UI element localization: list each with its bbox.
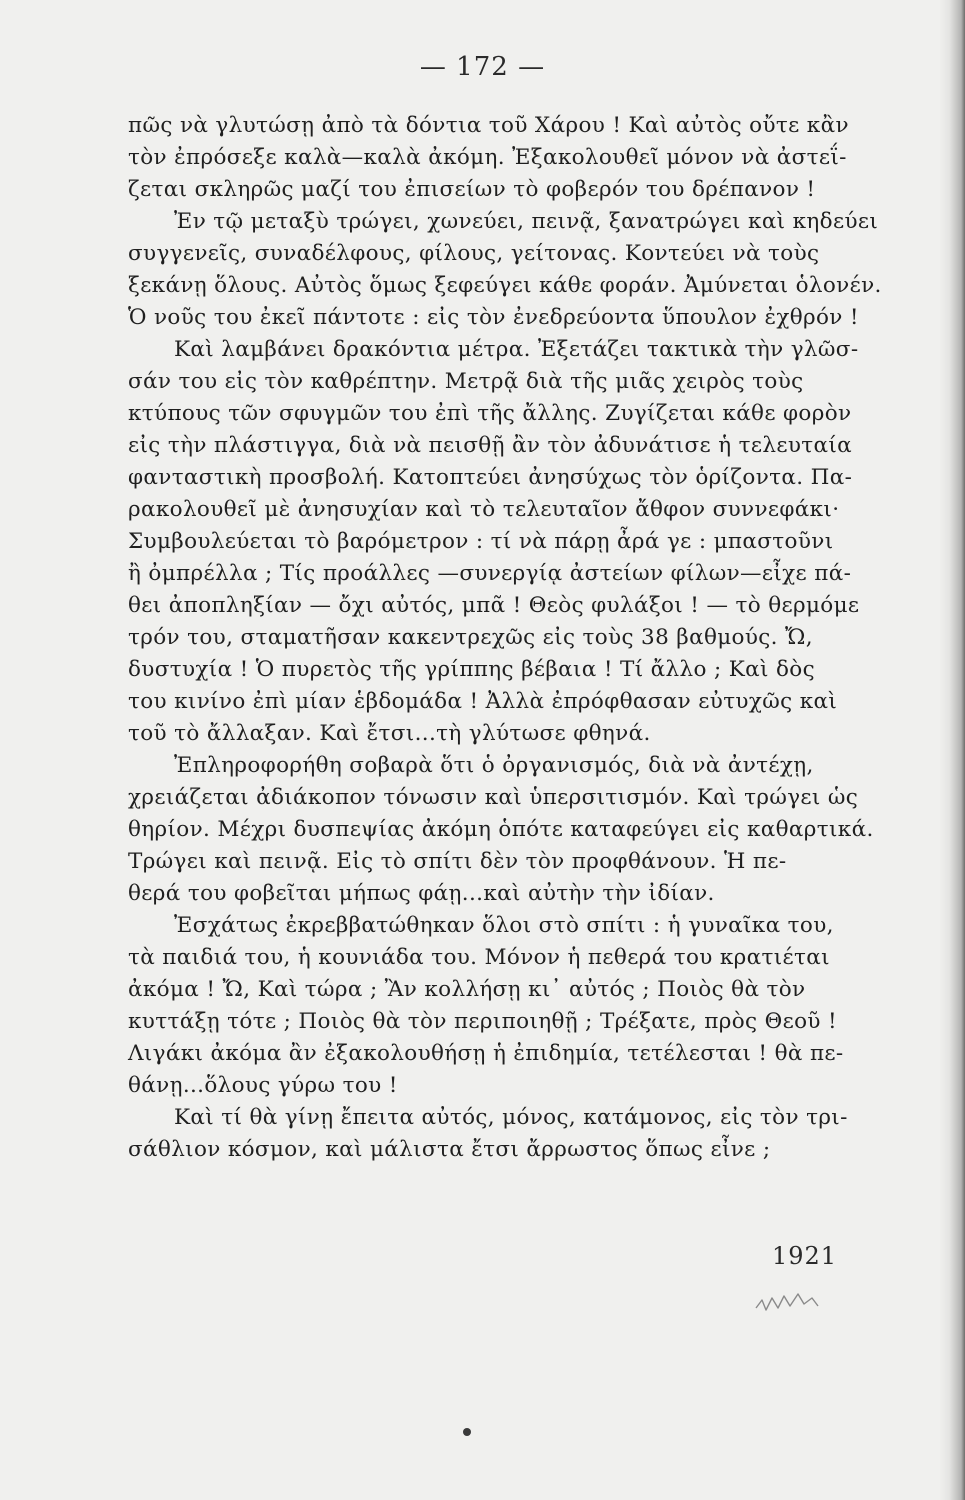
text-line: δυστυχία ! Ὁ πυρετὸς τῆς γρίππης βέβαια ! Τί ἄλλο ; Καὶ δὸς xyxy=(128,657,815,682)
text-line: του κινίνο ἐπὶ μίαν ἑβδομάδα ! Ἀλλὰ ἐπρόφθασαν εὐτυχῶς καὶ xyxy=(128,689,838,714)
text-line: Τρώγει καὶ πεινᾷ. Εἰς τὸ σπίτι δὲν τὸν προφθάνουν. Ἡ πε- xyxy=(128,849,787,874)
ink-speck xyxy=(463,1428,471,1436)
text-line: κυττάξῃ τότε ; Ποιὸς θὰ τὸν περιποιηθῇ ; Τρέξατε, πρὸς Θεοῦ ! xyxy=(128,1009,837,1034)
page-number: — 172 — xyxy=(419,52,546,82)
body-text xyxy=(128,110,898,1166)
page-edge-shadow xyxy=(939,0,965,1500)
text-line: θερά του φοβεῖται μήπως φάῃ...καὶ αὐτὴν τὴν ἰδίαν. xyxy=(128,881,715,906)
text-line: θει ἀποπληξίαν — ὄχι αὐτός, μπᾶ ! Θεὸς φυλάξοι ! — τὸ θερμόμε xyxy=(128,593,860,618)
text-line: συγγενεῖς, συναδέλφους, φίλους, γείτονας. Κοντεύει νὰ τοὺς xyxy=(128,241,820,266)
text-line: πῶς νὰ γλυτώσῃ ἀπὸ τὰ δόντια τοῦ Χάρου ! Καὶ αὐτὸς οὔτε κἂν xyxy=(128,113,849,138)
signature-mark xyxy=(752,1286,832,1316)
text-line: ρακολουθεῖ μὲ ἀνησυχίαν καὶ τὸ τελευταῖον ἄθφον συννεφάκι· xyxy=(128,497,840,522)
text-line: φανταστικὴ προσβολή. Κατοπτεύει ἀνησύχως τὸν ὁρίζοντα. Πα- xyxy=(128,465,853,490)
paragraph-start: Καὶ τί θὰ γίνῃ ἔπειτα αὐτός, μόνος, κατάμονος, εἰς τὸν τρι- xyxy=(174,1105,848,1130)
text-line: ξεκάνῃ ὅλους. Αὐτὸς ὅμως ξεφεύγει κάθε φοράν. Ἀμύνεται ὁλονέν. xyxy=(128,273,882,298)
text-line: τὰ παιδιά του, ἡ κουνιάδα του. Μόνον ἡ πεθερά του κρατιέται xyxy=(128,945,830,970)
text-line: θάνῃ...ὅλους γύρω του ! xyxy=(128,1073,398,1098)
paragraph-start: Ἐπληροφορήθη σοβαρὰ ὅτι ὁ ὀργανισμός, διὰ νὰ ἀντέχῃ, xyxy=(174,753,814,778)
date: 1921 xyxy=(772,1242,838,1270)
text-line: σάν του εἰς τὸν καθρέπτην. Μετρᾷ διὰ τῆς μιᾶς χειρὸς τοὺς xyxy=(128,369,804,394)
text-line: χρειάζεται ἀδιάκοπον τόνωσιν καὶ ὑπερσιτισμόν. Καὶ τρώγει ὡς xyxy=(128,785,859,810)
text-line: ἢ ὀμπρέλλα ; Τίς προάλλες —συνεργίᾳ ἀστείων φίλων—εἶχε πά- xyxy=(128,561,852,586)
text-line: σάθλιον κόσμον, καὶ μάλιστα ἔτσι ἄρρωστος ὅπως εἶνε ; xyxy=(128,1137,771,1162)
text-line: τρόν του, σταματῆσαν κακεντρεχῶς εἰς τοὺς 38 βαθμούς. Ὤ, xyxy=(128,625,813,650)
text-line: ἀκόμα ! Ὤ, Καὶ τώρα ; Ἂν κολλήσῃ κι᾽ αὐτός ; Ποιὸς θὰ τὸν xyxy=(128,977,806,1002)
paragraph-start: Ἐν τῷ μεταξὺ τρώγει, χωνεύει, πεινᾷ, ξανατρώγει καὶ κηδεύει xyxy=(174,209,879,234)
text-line: τὸν ἐπρόσεξε καλὰ—καλὰ ἀκόμη. Ἐξακολουθεῖ μόνον νὰ ἀστεΐ- xyxy=(128,145,847,170)
text-line: Λιγάκι ἀκόμα ἂν ἐξακολουθήσῃ ἡ ἐπιδημία, τετέλεσται ! θὰ πε- xyxy=(128,1041,844,1066)
text-line: τοῦ τὸ ἄλλαξαν. Καὶ ἔτσι...τὴ γλύτωσε φθηνά. xyxy=(128,721,651,746)
text-line: Ὁ νοῦς του ἐκεῖ πάντοτε : εἰς τὸν ἐνεδρεύοντα ὕπουλον ἐχθρόν ! xyxy=(128,305,859,330)
text-line: ζεται σκληρῶς μαζί του ἐπισείων τὸ φοβερόν του δρέπανον ! xyxy=(128,177,816,202)
text-line: Συμβουλεύεται τὸ βαρόμετρον : τί νὰ πάρῃ ἆρά γε : μπαστοῦνι xyxy=(128,529,834,554)
paragraph-start: Ἐσχάτως ἐκρεββατώθηκαν ὅλοι στὸ σπίτι : ἡ γυναῖκα του, xyxy=(174,913,834,938)
text-line: εἰς τὴν πλάστιγγα, διὰ νὰ πεισθῇ ἂν τὸν ἀδυνάτισε ἡ τελευταία xyxy=(128,433,853,458)
paragraph-start: Καὶ λαμβάνει δρακόντια μέτρα. Ἐξετάζει τακτικὰ τὴν γλῶσ- xyxy=(174,337,859,362)
text-line: κτύπους τῶν σφυγμῶν του ἐπὶ τῆς ἄλλης. Ζυγίζεται κάθε φορὸν xyxy=(128,401,852,426)
text-line: θηρίον. Μέχρι δυσπεψίας ἀκόμη ὁπότε καταφεύγει εἰς καθαρτικά. xyxy=(128,817,874,842)
